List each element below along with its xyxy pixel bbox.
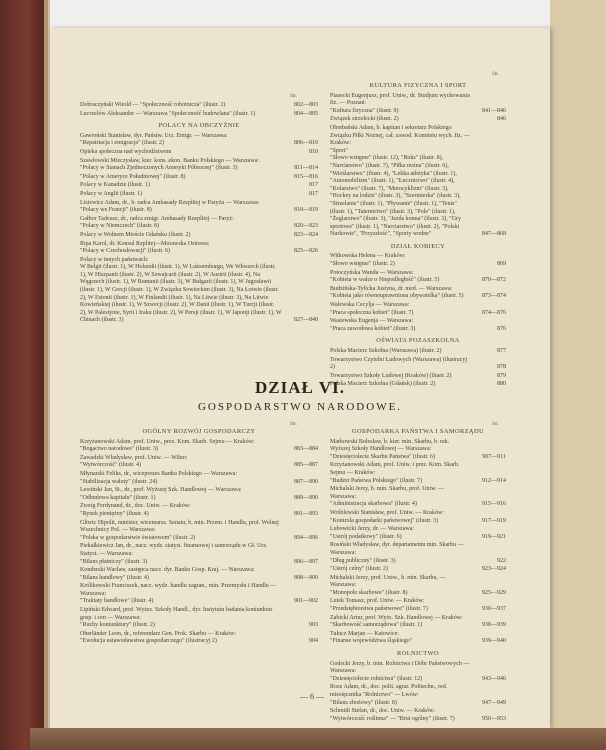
toc-entry-pages: 939—940 [482, 638, 506, 645]
toc-entry [80, 631, 318, 646]
toc-entry-text: Lutek Tomasz, prof. Uniw. — Kraków: "Przedsiębiorstwa państwowe" (ilustr. 7) [330, 598, 428, 613]
toc-entry [330, 348, 506, 356]
toc-entry [330, 439, 506, 462]
toc-entry [330, 462, 506, 485]
toc-entry-pages: 907—911 [482, 453, 506, 460]
toc-entry [80, 241, 318, 256]
toc-entry [80, 191, 318, 199]
toc-entry-text: Dobraczyński Witold — "Społeczność robotnicza" (ilustr. 2) [80, 102, 226, 108]
toc-entry-pages: 802—803 [294, 102, 318, 108]
toc-entry-text: Zawadzki Władysław, prof. Uniw. — Wilno: "Wytwórczość" (ilustr. 4) [80, 454, 188, 469]
toc-entry-text: Opieka społeczna nad wychodźstwem [80, 148, 172, 155]
toc-entry-text: Schmidt Stefan, dr., doc. Uniw. — Kraków: "Wytwórczość roślinna" — "Brut ogólny" (ilustr. 7) [330, 708, 455, 722]
toc-entry-pages: 889—890 [294, 494, 318, 501]
toc-entry [80, 503, 318, 518]
toc-entry [80, 543, 318, 566]
toc-entry-text: Polacy w Kanadzie (ilustr. 1) [80, 182, 150, 189]
toc-entry-pages: 810 [309, 148, 318, 155]
toc-entry-text: Polacy w innych państwach: W Belgii (ilustr. 1), W Holandii (ilustr. 1), W Luksemburgu, We Włoszech (ilustr. 1), W Hiszpanii (ilustr. 2), W Szwajcarii (ilustr. 2), W Austrii (ilustr. 4), Na Węgrzech (ilustr. 1), W Rumunii (ilustr. 3), W Bułgarii (ilustr. 1), W Jugosławii (ilustr. 1), W Grecji (ilustr. 1), W Związku Sowieckim (ilustr. 3), Na Łotwie (ilustr. 2), W Estonii (ilustr. 1), W Finlandii (ilustr. 1), Na Litwie (ilustr. 3), Na Litwie Kowieńskiej (ilustr. 1), W Szwecji (ilustr. 2), W Danii (ilustr. 1), W Turcji (ilustr. 2), W Palestynie, Syrii i Iraku (ilustr. 2), W Persji (ilustr. 1), W Japonji (ilustr. 1), W Chinach (ilustr. 3) [80, 256, 282, 324]
toc-entry [330, 526, 506, 541]
toc-entry-text: Zabicki Artur, prof. Wyżs. Szk. Handlowej — Kraków: "Skarbowość samorządowa" (ilustr. 1) [330, 614, 463, 629]
toc-entry-pages: 847—868 [482, 231, 506, 238]
toc-entry-pages: 841—846 [482, 107, 506, 114]
toc-entry-text: Tulucz Marjan — Katowice: "Finanse województwa śląskiego" [330, 630, 413, 645]
toc-entry-text: Piekałkiewicz Jan, dr., nacz. wydz. statyst. finansowej i samorządu w Gł. Urz. Statyst. — Warszawa: "Bilans płatniczy" (ilustr. 3) [80, 543, 268, 565]
toc-entry [330, 631, 506, 646]
toc-entry [330, 302, 506, 317]
toc-entry-pages: 903 [309, 622, 318, 629]
toc-entry-text: Rosiński Władysław, dyr. departamentu min. Skarbu — Warszawa: "Dług publiczny" (ilustr. 3) [330, 542, 464, 564]
toc-entry [80, 487, 318, 502]
toc-entry-text: Michalski Jerzy, prof. Uniw., b. min. Skarbu, — Warszawa: "Monopole skarbowe" (ilustr. 8) [330, 574, 446, 596]
toc-entry-pages: 947—949 [482, 699, 506, 706]
toc-entry-text: Ripa Karol, dr. Konsul Rzplitej—Morawska Ostrawa: "Polacy w Czechosłowacji" (ilustr. 6) [80, 240, 210, 255]
toc-entry [80, 583, 318, 606]
toc-entry [80, 216, 318, 231]
toc-entry-pages: 898—900 [294, 574, 318, 581]
toc-entry [330, 542, 506, 565]
toc-entry-text: "Ustrój celny" (ilustr. 2) [330, 566, 388, 573]
toc-entry-text: Walewska Cecylja — Warszawa: "Praca społeczna kobiet" (ilustr. 7) [330, 302, 414, 316]
toc-entry-pages: 912—914 [482, 477, 506, 484]
toc-entry [330, 270, 506, 285]
toc-entry-pages: 811—814 [294, 165, 318, 172]
toc-entry-pages: 846 [497, 116, 506, 123]
entries-group [330, 661, 506, 724]
toc-entry-text: Potoczyńska Wanda — Warszawa: "Kobieta w walce o Niepodległość" (ilustr. 5) [330, 269, 440, 284]
toc-entry-text: Lubowicki Jerzy, dr. — Warszawa: "Ustrój podatkowy" (ilustr. 6) [330, 526, 414, 540]
toc-entry-pages: 901—902 [294, 598, 318, 605]
toc-entry-pages: 825—826 [294, 248, 318, 255]
top-left-column [80, 102, 318, 326]
toc-entry-text: Szawłowski Mieczysław, kier. kons. ekon. Banku Polskiego — Warszawa: "Polacy w Stanach Zjednoczonych Ameryki Północnej" (ilustr. 3) [80, 157, 259, 172]
toc-entry-pages: 873—874 [482, 293, 506, 300]
section-subtitle: GOSPODARSTWO NARODOWE. [197, 401, 403, 413]
section-heading: DZIAŁ KOBIECY [390, 242, 446, 250]
toc-entry-pages: 869 [497, 261, 506, 268]
toc-entry [80, 455, 318, 470]
toc-entry-text: Lucrzelów Aleksander — Warszawa "Społeczność budowlana" (ilustr. 1) [80, 110, 256, 117]
toc-entry-pages: 878 [497, 364, 506, 371]
toc-entry-text: Lewiński Jan, St., dr., prof. Wyższej Szk. Handlowej — Warszawa: "Odbudowa kapitału" (ilustr. 1) [80, 487, 242, 501]
bottom-left-column [80, 424, 318, 647]
toc-entry-pages: 818—819 [294, 207, 318, 214]
toc-entry-text: Polacy w Anglii (ilustr. 1) [80, 190, 143, 197]
toc-entry-text: Lipiński Edward, prof. Wyższ. Szkoły Handl., dyr. Instytutu badania koniunktur gosp. i cen — Warszawa: "Ruchy koniunktury" (ilustr. 2) [80, 607, 273, 629]
toc-entry-text: Lisiewicz Adam, dr., b. radca Ambasady Rzeplitej w Paryżu — Warszawa: "Polacy we Francji" (ilustr. 8) [80, 199, 260, 214]
toc-entry-text: Godecki Jerzy, b. min. Rolnictwa i Dóbr Państwowych — Warszawa: "Dziesięciolecie rolnictwa" (ilustr. 12) [330, 660, 470, 682]
book-cover-edge [30, 728, 606, 750]
toc-entry-pages: 922 [497, 557, 506, 564]
toc-entry-text: Witkowska Helena — Kraków: "Słowo wstępne" (ilustr. 2) [330, 253, 406, 268]
toc-entry-text: Michalski Jerzy, b. min. Skarbu, prof. Uniw. — Warszawa: "Administracja skarbowa" (ilustr. 4) [330, 486, 445, 508]
toc-entry [80, 232, 318, 240]
str-label-bottom-left: Str. [290, 422, 297, 427]
toc-entry-text: Polska Macierz Szkolna (Warszawa) (ilustr. 2) [330, 348, 442, 354]
toc-entry [330, 661, 506, 684]
toc-entry-pages: 883—884 [294, 446, 318, 453]
toc-entry-pages: 896—897 [294, 558, 318, 565]
toc-entry-pages: 880 [497, 381, 506, 388]
toc-entry [80, 149, 318, 157]
bottom-right-column [330, 424, 506, 724]
toc-entry-text: Gliwic Hipolit, minister, wicemarsz. Senatu, b. min. Przem. i Handlu, prof. Wolnej Wszechnicy Pol. — Warszawa: "Polska w gospodarstwie światowem" (ilustr. 2) [80, 519, 279, 541]
str-label-top-right: Str. [492, 72, 499, 77]
toc-entry [330, 510, 506, 525]
toc-entry-pages: 923—924 [482, 566, 506, 573]
toc-entry-text: Krzyżanowski Adam, prof. Uniw., prez. Kom. Skarb. Sejmu — Kraków: "Bogactwo narodowe" (ilustr. 3) [80, 438, 255, 453]
toc-entry-text: Związek strzelecki (ilustr. 2) [330, 116, 399, 123]
toc-entry-pages: 887—890 [294, 478, 318, 485]
section-heading: KULTURA FIZYCZNA I SPORT [369, 82, 467, 89]
toc-entry [330, 684, 506, 707]
toc-entry [80, 567, 318, 582]
toc-entry-text: Zweig Ferdynand, dr., doc. Uniw. — Kraków: "Rynek pieniężny" (ilustr. 4) [80, 503, 191, 517]
toc-entry-text: Wróblewski Stanisław, prof. Uniw. — Kraków: "Kontrola gospodarki państwowej" (ilustr. 3) [330, 509, 444, 524]
section-heading: OGÓLNY ROZWÓJ GOSPODARCZY [142, 428, 256, 435]
toc-entry-pages: 879 [497, 372, 506, 379]
toc-entry-text: Królikowski Franciszek, nacz. wydz. handlu zagran., min. Przemysłu i Handlu — Warszawa: "Traktaty handlowe" (ilustr. 4) [80, 583, 277, 605]
toc-entry-pages: 877 [497, 348, 506, 354]
toc-entry [80, 158, 318, 173]
toc-entry-text: Roze Adam, dr., doc. polit. agrar. Politechn., red. miesięcznika "Rolnictwo" — Lwów: "Bilans zbożowy" (ilustr. 8) [330, 684, 448, 706]
toc-entry [330, 486, 506, 509]
toc-entry-pages: 938—939 [482, 622, 506, 629]
toc-entry-text: Budzińska-Tylicka Justyna, dr. med. — Warszawa: "Kobieta jako równouprawniona obywatelka" (ilustr. 5) [330, 285, 464, 300]
toc-entry-pages: 874—876 [482, 309, 506, 316]
entries-group [80, 102, 318, 118]
toc-entry-pages: 806—810 [294, 140, 318, 147]
toc-entry [330, 125, 506, 239]
toc-entry-pages: 925—929 [482, 589, 506, 596]
toc-entry [330, 286, 506, 301]
toc-entry-pages: 930—937 [482, 606, 506, 613]
toc-entry-pages: 876 [497, 325, 506, 332]
toc-entry [330, 318, 506, 333]
toc-entry [330, 93, 506, 116]
toc-entry-pages: 885—887 [294, 462, 318, 469]
toc-entry [330, 116, 506, 124]
toc-entry-text: Wasiewska Eugenja — Warszawa: "Praca zawodowa kobiet" (ilustr. 3) [330, 318, 416, 332]
toc-entry [80, 257, 318, 325]
toc-entry [80, 439, 318, 454]
toc-entry [80, 133, 318, 148]
toc-entry [80, 111, 318, 119]
toc-entry-pages: 917—919 [482, 517, 506, 524]
toc-entry-text: Młynarski Feliks, dr., wiceprezes Banku Polskiego — Warszawa: "Stabilizacja waluty" (ilustr. 24) [80, 470, 238, 485]
toc-entry [80, 471, 318, 486]
entries-group [330, 93, 506, 239]
page-number: — 6 — [300, 692, 324, 701]
toc-entry [330, 566, 506, 574]
top-right-column [330, 78, 506, 390]
book-spine [0, 0, 48, 750]
toc-entry-text: Obrebański Adam, b. kapitan i sekretarz Polskiego Związku Piłki Nożnej, cał. zawod. Komitetu wych. fiz. — Kraków: "Sport" "Słowo wstępne" (ilustr. 12), "Boks" (ilustr. 8), "Narciarstwo" (ilustr. 7), "Piłka nożna" (ilustr. 6), "Wioślarstwo" (ilustr. 4), "Lekka atletyka" (ilustr. 1), "Automobilizm" (ilustr. 1), "Łucznictwo" (ilustr. 4), "Kolarstwo" (ilustr. 7), "Motocyklizm" (ilustr. 3), "Hockey na lodzie" (ilustr. 3), "Szermierka" (ilustr. 3), "Strzelanie" (ilustr. 1), "Pływanie" (ilustr. 1), "Tenis" (ilustr. 1), "Taternictwo" (ilustr. 3), "Pole" (ilustr. 1), "Żeglarstwo" (ilustr. 3), "Jazda konna" (ilustr. 3), "Gry sportowe" (ilustr. 1), "Narciarstwo" (ilustr. 2), "Polski Nurkowie", "Przyszłość", "Sporty wodne" [330, 124, 470, 238]
toc-entry-pages: 915—916 [482, 501, 506, 508]
toc-entry-text: "Polacy w Ameryce Południowej" (ilustr. 8) [80, 173, 186, 180]
toc-entry [330, 708, 506, 723]
toc-entry-pages: 820—823 [294, 223, 318, 230]
toc-entry-pages: 817 [309, 190, 318, 197]
entries-group [330, 253, 506, 333]
toc-entry [80, 174, 318, 182]
toc-entry-pages: 904 [309, 638, 318, 645]
toc-entry-pages: 943—946 [482, 675, 506, 682]
toc-entry-text: Krzyżanowski Adam, prof. Uniw. i prez. Kom. Skarb. Sejmu — Kraków: "Budżet Państwa Polskiego" (ilustr. 7) [330, 462, 460, 484]
toc-entry-pages: 891—893 [294, 510, 318, 517]
toc-entry [330, 253, 506, 268]
toc-entry-text: Towarzystwo Czytelni Ludowych (Warszawa) (ilustracyj 2) [330, 356, 468, 371]
toc-entry-pages: 815—816 [294, 173, 318, 180]
entries-group [330, 439, 506, 646]
str-label-bottom-right: Str. [492, 422, 499, 427]
toc-entry-pages: 950—953 [482, 715, 506, 722]
toc-entry-text: Polska Macierz Szkolna (Gdańsk) (ilustr. 2) [330, 381, 436, 388]
toc-entry [330, 615, 506, 630]
toc-entry-pages: 894—896 [294, 534, 318, 541]
toc-entry-pages: 804—805 [294, 110, 318, 117]
toc-entry [80, 520, 318, 543]
toc-entry-pages: 817 [309, 182, 318, 189]
entries-group [80, 439, 318, 646]
toc-entry [330, 357, 506, 372]
toc-entry-text: Piasecki Eugenjusz, prof. Uniw., dr. Studjum wychowania fiz. — Poznań: "Kultura fizyczna" (ilustr. 9) [330, 92, 470, 114]
toc-entry-text: Konderski Wacław, zastępca nacz. dyr. Banku Gosp. Kraj. — Warszawa: "Bilans handlowy" (ilustr. 4) [80, 567, 255, 581]
section-heading: POLACY NA OBCZYŹNIE [158, 122, 240, 130]
toc-entry [80, 102, 318, 110]
toc-entry-pages: 919—921 [482, 533, 506, 540]
toc-entry-pages: 870—872 [482, 277, 506, 284]
toc-entry [80, 607, 318, 630]
toc-entry [330, 575, 506, 598]
section-heading: OŚWIATA POZASZKOLNA [376, 337, 460, 345]
toc-entry-text: Gałbor Tadeusz, dr., radca emigr. Ambasady Rzeplitej — Paryż: "Polacy w Niemczech" (ilustr. 8) [80, 215, 234, 230]
toc-entry [80, 200, 318, 215]
toc-entry-text: Markowski Bolesław, b. kier. min. Skarbu, b. rek. Wyższej Szkoły Handlowej — Warszawa: "Dziesięciolecie Skarbu Państwa" (ilustr. 6) [330, 438, 450, 460]
adjacent-page [550, 0, 606, 728]
toc-entry-pages: 823—824 [294, 231, 318, 238]
toc-entry [80, 182, 318, 190]
toc-entry-text: Polacy w Wolnem Mieście Gdańsku (ilustr. 2) [80, 231, 191, 238]
toc-entry-pages: 827—840 [294, 317, 318, 324]
toc-entry-text: Gawroński Stanisław, dyr. Państw. Urz. Emigr. — Warszawa: "Repatriacja i emigracja" (ilustr. 2) [80, 132, 228, 147]
str-label-top-left: Str. [290, 94, 297, 99]
section-heading: GOSPODARKA PAŃSTWA I SAMORZĄDU [352, 428, 484, 435]
toc-entry-text: Towarzystwo Szkoły Ludowej (Kraków) (ilustr. 2) [330, 372, 452, 379]
section-heading: ROLNICTWO [397, 650, 439, 658]
section-title: DZIAŁ VI. [255, 378, 345, 397]
toc-entry [330, 598, 506, 613]
entries-group [80, 133, 318, 325]
toc-entry-text: Oberländer Leon, dr., referendarz Gen. Prok. Skarbu — Kraków: "Ewolucja ustawodawstwa gospodarczego" (ilustracyj 2) [80, 630, 237, 645]
